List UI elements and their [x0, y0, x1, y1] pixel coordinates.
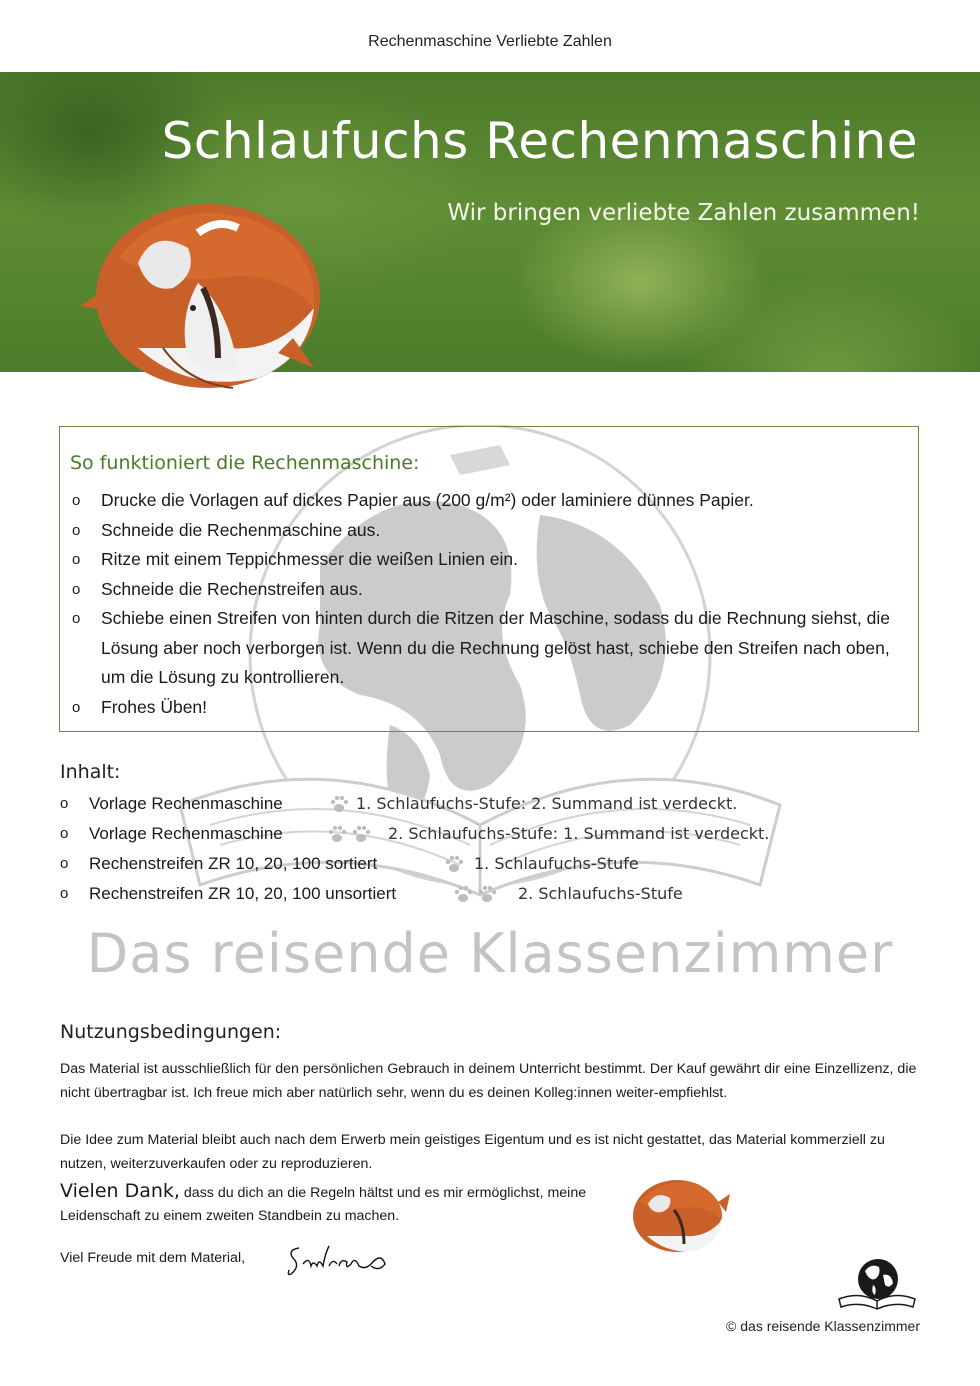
thanks-emphasis: Vielen Dank, — [60, 1180, 180, 1202]
handwritten-signature — [285, 1240, 395, 1280]
list-item — [72, 545, 902, 575]
instructions-list — [72, 486, 902, 722]
contents-label: Rechenstreifen ZR 10, 20, 100 unsortiert — [89, 884, 397, 903]
level-text: 1. Schlaufuchs-Stufe: 2. Summand ist verdeckt. — [356, 794, 738, 813]
bullet-marker: o — [72, 698, 81, 716]
bullet-marker: o — [60, 855, 69, 872]
list-item — [72, 693, 902, 723]
watermark-text: Das reisende Klassenzimmer — [86, 922, 894, 985]
bullet-marker: o — [60, 795, 69, 812]
paw-icon — [326, 823, 374, 845]
paw-icon — [443, 853, 465, 875]
closing-text: Viel Freude mit dem Material, — [60, 1250, 246, 1266]
bullet-marker: o — [60, 825, 69, 842]
level-text: 2. Schlaufuchs-Stufe — [518, 884, 683, 903]
bullet-marker: o — [72, 580, 81, 598]
list-item — [72, 604, 902, 693]
thanks-body: dass du dich an die Regeln hältst und es mir ermöglichst, meine Leidenschaft zu einem zweiten Standbein zu machen. — [60, 1185, 587, 1224]
thanks-text — [60, 1180, 660, 1228]
instruction-text: Frohes Üben! — [101, 696, 208, 717]
terms-paragraph: Das Material ist ausschließlich für den persönlichen Gebrauch in deinem Unterricht bestimmt. Der Kauf gewährt dir eine Einzellizenz, die nicht übertragbar ist. Ich freue mich aber natürlich sehr, wenn du es deinen Kolleg:innen weiter-empfiehlst. — [60, 1061, 917, 1101]
list-item — [72, 575, 902, 605]
bullet-marker: o — [72, 521, 81, 539]
instruction-text: Schneide die Rechenstreifen aus. — [101, 578, 363, 599]
globe-book-logo — [835, 1255, 920, 1311]
banner-title: Schlaufuchs Rechenmaschine — [161, 112, 918, 170]
terms-paragraph: Die Idee zum Material bleibt auch nach dem Erwerb mein geistiges Eigentum und es ist nicht gestattet, das Material kommerziell zu nutzen, weiterzuverkaufen oder zu reproduzieren. — [60, 1132, 885, 1172]
contents-heading: Inhalt: — [60, 761, 121, 783]
instruction-text: Drucke die Vorlagen auf dickes Papier aus (200 g/m²) oder laminiere dünnes Papier. — [101, 490, 754, 510]
contents-label: Vorlage Rechenmaschine — [89, 824, 283, 843]
bullet-marker: o — [60, 885, 69, 902]
instruction-text: Ritze mit einem Teppichmesser die weißen Linien ein. — [101, 549, 518, 569]
contents-label: Vorlage Rechenmaschine — [89, 794, 283, 813]
instruction-text: Schiebe einen Streifen von hinten durch die Ritzen der Maschine, sodass du die Rechnung siehst, die Lösung aber noch verborgen ist. Wenn du die Rechnung gelöst hast, schiebe den Streifen nach oben, um die Lösung zu kontrollieren. — [101, 608, 890, 687]
terms-heading: Nutzungsbedingungen: — [60, 1021, 282, 1043]
contents-label: Rechenstreifen ZR 10, 20, 100 sortiert — [89, 854, 378, 873]
list-item — [72, 516, 902, 546]
sleeping-fox-small-icon — [622, 1172, 732, 1256]
bullet-marker: o — [72, 551, 81, 568]
instruction-text: Schneide die Rechenmaschine aus. — [101, 519, 381, 540]
copyright-text: © das reisende Klassenzimmer — [726, 1318, 920, 1334]
instructions-heading: So funktioniert die Rechenmaschine: — [70, 452, 420, 474]
sleeping-fox-illustration — [78, 188, 338, 398]
level-text: 1. Schlaufuchs-Stufe — [474, 854, 639, 873]
banner-subtitle: Wir bringen verliebte Zahlen zusammen! — [447, 200, 920, 226]
list-item — [72, 486, 902, 516]
bullet-marker: o — [72, 610, 81, 627]
document-title: Rechenmaschine Verliebte Zahlen — [368, 33, 612, 50]
level-text: 2. Schlaufuchs-Stufe: 1. Summand ist verdeckt. — [388, 824, 770, 843]
paw-icon — [328, 793, 350, 815]
paw-icon — [452, 883, 500, 905]
bullet-marker: o — [72, 492, 81, 509]
